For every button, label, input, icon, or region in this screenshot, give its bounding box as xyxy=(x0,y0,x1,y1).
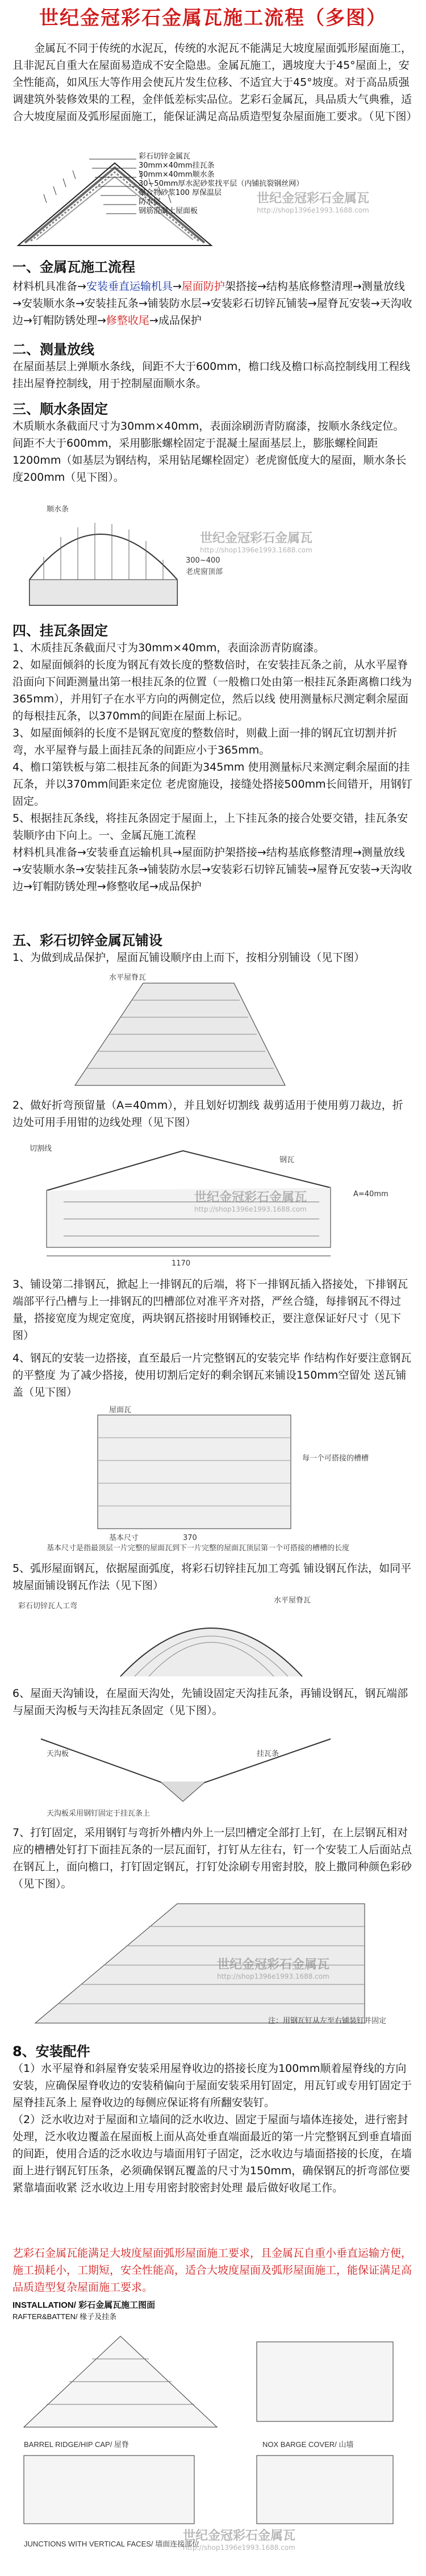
section-8-heading: 8、安装配件 xyxy=(12,2044,90,2059)
intro-text: 金属瓦不同于传统的水泥瓦，传统的水泥瓦不能满足大坡度屋面弧形屋面施工，且非泥瓦自重大在屋面易造成不安全隐患。金属瓦施工，遇坡度大于45°屋面上，安全性能高，如风压大等作用会使瓦片发生位移、不适宜大于45°坡度。对于高品质强调建筑外装修效果的工程，金伴低差标实品位。艺彩石金属瓦，具品质大气典雅，适合大坡度屋面及弧形屋面施工，能保证满足高品质造型复杂屋面施工要求。（见下图） xyxy=(12,42,417,123)
section-8-p2: （2）泛水收边对于屋面和立墙间的泛水收边、固定于屋面与墙体连接处，进行密封处理，泛水收边覆盖在屋面板上面从高处垂直端面最近的第一片完整钢瓦到垂直墙面的间距，使用合适的泛水收边与墙面用钉子固定，泛水收边与墙面搭接的长度，在墙面上进行钢瓦钉压条，必须确保钢瓦覆盖的尺寸为150mm，确保钢瓦的折弯部位要紧靠墙面收紧 泛水收边上用专用密封胶密封处理 最后做好收尾工作。 xyxy=(12,2113,412,2194)
svg-text:NOX BARGE COVER/ 山墙: NOX BARGE COVER/ 山墙 xyxy=(262,2440,354,2449)
watermark: 世纪金冠彩石金属瓦 http://shop1396e1993.1688.com xyxy=(217,1958,330,1980)
svg-text:天沟板采用钢钉固定于挂瓦条上: 天沟板采用钢钉固定于挂瓦条上 xyxy=(47,1809,151,1818)
svg-text:BARREL RIDGE/HIP CAP/ 屋脊: BARREL RIDGE/HIP CAP/ 屋脊 xyxy=(24,2440,129,2449)
section-1-flow: 材料机具准备→安装垂直运输机具→屋面防护架搭接→结构基底修整清理→测量放线→安装顺水条→安装挂瓦条→铺装防水层→安装彩石切锌瓦铺装→屋脊瓦安装→天沟收边→钉帽防锈处理→修整收尾→成品保护 xyxy=(12,280,412,327)
layer-item: 彩石切锌金属瓦 xyxy=(139,152,191,161)
svg-text:水平屋脊瓦: 水平屋脊瓦 xyxy=(274,1596,311,1605)
section-1 xyxy=(12,256,414,329)
layer-item: 聚合物砂浆100 厚保温层 xyxy=(139,189,222,197)
svg-text:基本尺寸: 基本尺寸 xyxy=(109,1534,139,1542)
layer-item: 30~50mm厚水泥砂浆找平层（内铺抗裂钢丝网） xyxy=(139,180,304,188)
section-5-heading: 五、彩石切锌金属瓦铺设 xyxy=(12,933,162,948)
svg-text:彩石切锌瓦人工弯: 彩石切锌瓦人工弯 xyxy=(18,1602,78,1610)
section-4-item: 1、木质挂瓦条截面尺寸为30mm×40mm，表面涂沥青防腐漆。 xyxy=(12,642,325,654)
section-5-item-4: 4、钢瓦的安装一边搭接，直至最后一片完整钢瓦的安装完毕 作结构作好要注意钢瓦的平整度 为了减少搭接，使用切割后定好的剩余钢瓦来铺设150mm空留处 送瓦铺盖（见下图） xyxy=(12,1352,412,1399)
svg-text:挂瓦条: 挂瓦条 xyxy=(257,1750,279,1758)
watermark: 世纪金冠彩石金属瓦 http://shop1396e1993.1688.com xyxy=(194,1191,307,1213)
svg-text:A=40mm: A=40mm xyxy=(353,1190,389,1198)
layers-list xyxy=(139,152,303,216)
section-5-item-6: 6、屋面天沟铺设，在屋面天沟处，先铺设固定天沟挂瓦条，再铺设钢瓦，钢瓦端部与屋面天沟板与天沟挂瓦条固定（见下图）。 xyxy=(12,1687,408,1717)
section-8-p1: （1）水平屋脊和斜屋脊安装采用屋脊收边的搭接长度为100mm顺着屋脊线的方向安装，应确保屋脊收边的安装稍偏向于屋面安装采用钉固定，用瓦钉或专用钉固定于屋脊挂瓦条上 屋脊收边的每侧应保证将有所翻安装钉。 xyxy=(12,2062,412,2109)
section-4-heading: 四、挂瓦条固定 xyxy=(12,623,108,639)
svg-text:370: 370 xyxy=(183,1534,197,1542)
section-2 xyxy=(12,338,414,392)
section-4-item: 3、如屋面倾斜的长度不是钢瓦宽度的整数倍时，则截上面一排的钢瓦宜切割并折弯，水平屋脊与最上面挂瓦条的间距应小于365mm。 xyxy=(12,727,398,756)
svg-text:屋面瓦: 屋面瓦 xyxy=(109,1406,132,1414)
section-4 xyxy=(12,619,414,895)
svg-text:基本尺寸是指最顶层一片完整的屋面瓦到下一片完整的屋面瓦顶层第: 基本尺寸是指最顶层一片完整的屋面瓦到下一片完整的屋面瓦顶层第一个可搭接的槽槽的长度 xyxy=(47,1544,350,1553)
section-5-item-5: 5、弧形屋面钢瓦，依据屋面弧度，将彩石切锌挂瓦加工弯弧 铺设钢瓦作法，如同平坡屋面铺设钢瓦作法（见下图） xyxy=(12,1562,412,1592)
tile-order-figure xyxy=(12,972,414,1094)
section-3-heading: 三、顺水条固定 xyxy=(12,401,108,417)
bend-figure xyxy=(12,1134,414,1270)
closing-text: 艺彩石金属瓦能满足大坡度屋面弧形屋面施工要求，且金属瓦自重小垂直运输方便，施工损耗小，工期短，安全性能高，适合大坡度屋面及弧形屋面施工，能保证满足高品质造型复杂屋面施工要求。 xyxy=(12,2247,412,2294)
section-5-item-3: 3、铺设第二排钢瓦，掀起上一排钢瓦的后端，将下一排钢瓦插入搭接处，下排钢瓦端部平行凸槽与上一排钢瓦的凹槽部位对准平齐对搭，严丝合缝，每排钢瓦不得过量，搭接宽度为规定宽度，两块钢瓦搭接时用钢锤校正，要注意保证好尺寸（见下图） xyxy=(12,1278,408,1342)
layer-item: 钢筋混凝土屋面板 xyxy=(139,207,198,215)
section-3 xyxy=(12,398,414,486)
roof-layers-figure xyxy=(12,149,414,248)
section-2-heading: 二、测量放线 xyxy=(12,342,94,357)
section-8 xyxy=(12,2040,414,2196)
section-4-item: 2、如屋面倾斜的长度为钢瓦有效长度的整数倍时，在安装挂瓦条之前，从水平屋脊沿面向下间距测量出第一根挂瓦条的位置（一般檐口处由第一根挂瓦条距离檐口线为365mm），并用钉子在水平方向的两侧定位，然后以线 使用测量标尺测定剩余屋面的每根挂瓦条，以370mm的间距在屋面上标记。 xyxy=(12,659,412,722)
svg-text:300~400: 300~400 xyxy=(186,556,220,565)
svg-text:老虎窗顶部: 老虎窗顶部 xyxy=(186,568,223,576)
section-5-item-2: 2、做好折弯预留量（A=40mm），并且划好切割线 裁剪适用于使用剪刀裁边，折边处可用手用钳的边线处理（见下图） xyxy=(12,1099,403,1129)
section-4-item: 4、檐口第铁板与第二根挂瓦条的间距为345mm 使用测量标尺来测定剩余屋面的挂瓦条，并以370mm间距来定位 老虎窗施设，接缝处搭接500mm长间错开，用钢钉固定。 xyxy=(12,761,412,808)
svg-text:顺水条: 顺水条 xyxy=(47,505,69,514)
svg-text:钢瓦: 钢瓦 xyxy=(279,1156,295,1164)
section-4-item: 5、根据挂瓦条线，将挂瓦条固定于屋面上，上下挂瓦条的接合处要交错，挂瓦条安装顺序由下向上。一、金属瓦施工流程 xyxy=(12,812,408,842)
layer-item: 30mm×40mm挂瓦条 xyxy=(139,161,215,170)
nailing-figure xyxy=(12,1892,414,2034)
svg-text:天沟板: 天沟板 xyxy=(47,1750,69,1758)
layer-item: 30mm×40mm顺水条 xyxy=(139,170,215,179)
section-1-heading: 一、金属瓦施工流程 xyxy=(12,259,135,275)
curved-roof-figure xyxy=(12,1591,414,1682)
layer-item: 防水层 xyxy=(139,198,161,206)
section-5-item-1: 1、为做到成品保护，屋面瓦铺设顺序由上而下，按相分别铺设（见下图） xyxy=(12,951,365,964)
svg-text:每一个可搭接的槽槽: 每一个可搭接的槽槽 xyxy=(302,1454,369,1463)
gutter-figure xyxy=(12,1722,414,1821)
section-3-text: 木质顺水条截面尺寸为30mm×40mm，表面涂刷沥青防腐漆，按顺水条线定位。间距不大于600mm，采用膨胀螺栓固定于混凝土屋面基层上，膨胀螺栓间距1200mm（如基层为钢结构，采用钻尾螺栓固定）老虎窗低度大的屋面，顺水条长度200mm（见下图）。 xyxy=(12,420,407,484)
svg-text:切割线: 切割线 xyxy=(30,1145,52,1153)
section-2-text: 在屋面基层上弹顺水条线，间距不大于600mm，檐口线及檐口标高控制线用工程线挂出屋脊控制线，用于控制屋面顺水条。 xyxy=(12,360,411,390)
install-subtitle: RAFTER&BATTEN/ 椽子及挂条 xyxy=(12,2312,117,2321)
dormer-figure xyxy=(12,494,414,614)
section-4-item: 材料机具准备→安装垂直运输机具→屋面防护架搭接→结构基底修整清理→测量放线→安装顺水条→安装挂瓦条→铺装防水层→安装彩石切锌瓦铺装→屋脊瓦安装→天沟收边→钉帽防锈处理→修整收尾→成品保护 xyxy=(12,846,412,893)
section-5 xyxy=(12,929,414,966)
install-drawings xyxy=(12,2299,414,2571)
section-5-item-7: 7、打钉固定，采用钢钉与弯折外槽内外上一层凹槽定全部打上钉，在上层钢瓦相对应的槽槽处钉打下面挂瓦条的一层瓦面钉，打钉从左往右，钉一个安装工人后面站点在钢瓦上，面向檐口，打钉固定钢瓦，打钉处涂刷专用密封胶，胶上撒同种颜色彩砂（见下图）。 xyxy=(12,1826,412,1890)
page-title: 世纪金冠彩石金属瓦施工流程（多图） xyxy=(39,7,387,30)
watermark: 世纪金冠彩石金属瓦 http://shop1396e1993.1688.com xyxy=(257,192,370,214)
svg-text:注：用钢瓦钉从左至右铺装钉并固定: 注：用钢瓦钉从左至右铺装钉并固定 xyxy=(268,2017,387,2025)
layout-figure xyxy=(12,1404,414,1554)
install-title: INSTALLATION/ 彩石金属瓦施工图面 xyxy=(12,2300,156,2310)
watermark: 世纪金冠彩石金属瓦 http://shop1396e1993.1688.com xyxy=(183,2529,296,2552)
svg-text:1170: 1170 xyxy=(172,1259,191,1268)
svg-text:JUNCTIONS WITH VERTICAL FACES/: JUNCTIONS WITH VERTICAL FACES/ 墙面连接部位 xyxy=(24,2540,200,2548)
svg-text:水平屋脊瓦: 水平屋脊瓦 xyxy=(109,973,147,982)
watermark: 世纪金冠彩石金属瓦 http://shop1396e1993.1688.com xyxy=(200,531,313,554)
